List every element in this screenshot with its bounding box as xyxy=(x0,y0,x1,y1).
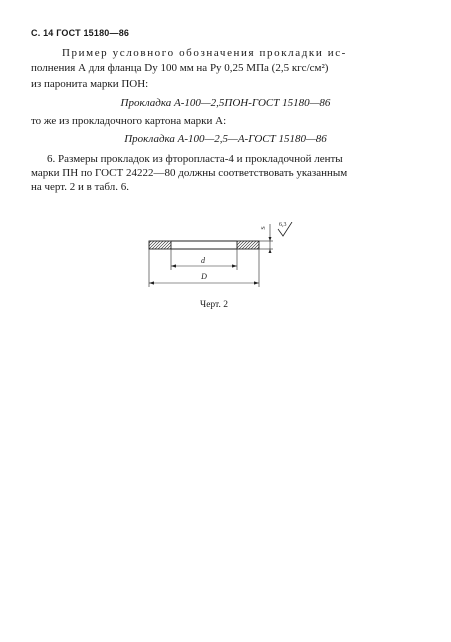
example-line-1: Пример условного обозначения прокладки ис- xyxy=(62,47,347,59)
label-D: D xyxy=(201,272,207,281)
gasket-section-left xyxy=(149,241,171,249)
gasket-section-right xyxy=(237,241,259,249)
gasket-drawing xyxy=(140,222,300,297)
label-d: d xyxy=(201,256,205,265)
example-line-4: то же из прокладочного картона марки А: xyxy=(31,115,227,127)
designation-cardboard: Прокладка А-100—2,5—А-ГОСТ 15180—86 xyxy=(124,133,327,145)
label-s: S xyxy=(261,226,267,230)
figure-caption: Черт. 2 xyxy=(200,300,228,310)
paragraph-6-line-3: на черт. 2 и в табл. 6. xyxy=(31,181,129,193)
page-header: С. 14 ГОСТ 15180—86 xyxy=(31,28,130,38)
paragraph-6-line-1: 6. Размеры прокладок из фторопласта-4 и прокладочной ленты xyxy=(47,153,343,165)
roughness-value: 6,3 xyxy=(279,222,287,228)
paragraph-6-line-2: марки ПН по ГОСТ 24222—80 должны соответствовать указанным xyxy=(31,167,348,179)
designation-paronite: Прокладка А-100—2,5ПОН-ГОСТ 15180—86 xyxy=(120,97,331,109)
example-line-3: из паронита марки ПОН: xyxy=(31,78,149,90)
example-line-2: полнения А для фланца Dу 100 мм на Pу 0,25 МПа (2,5 кгс/см²) xyxy=(31,62,329,74)
